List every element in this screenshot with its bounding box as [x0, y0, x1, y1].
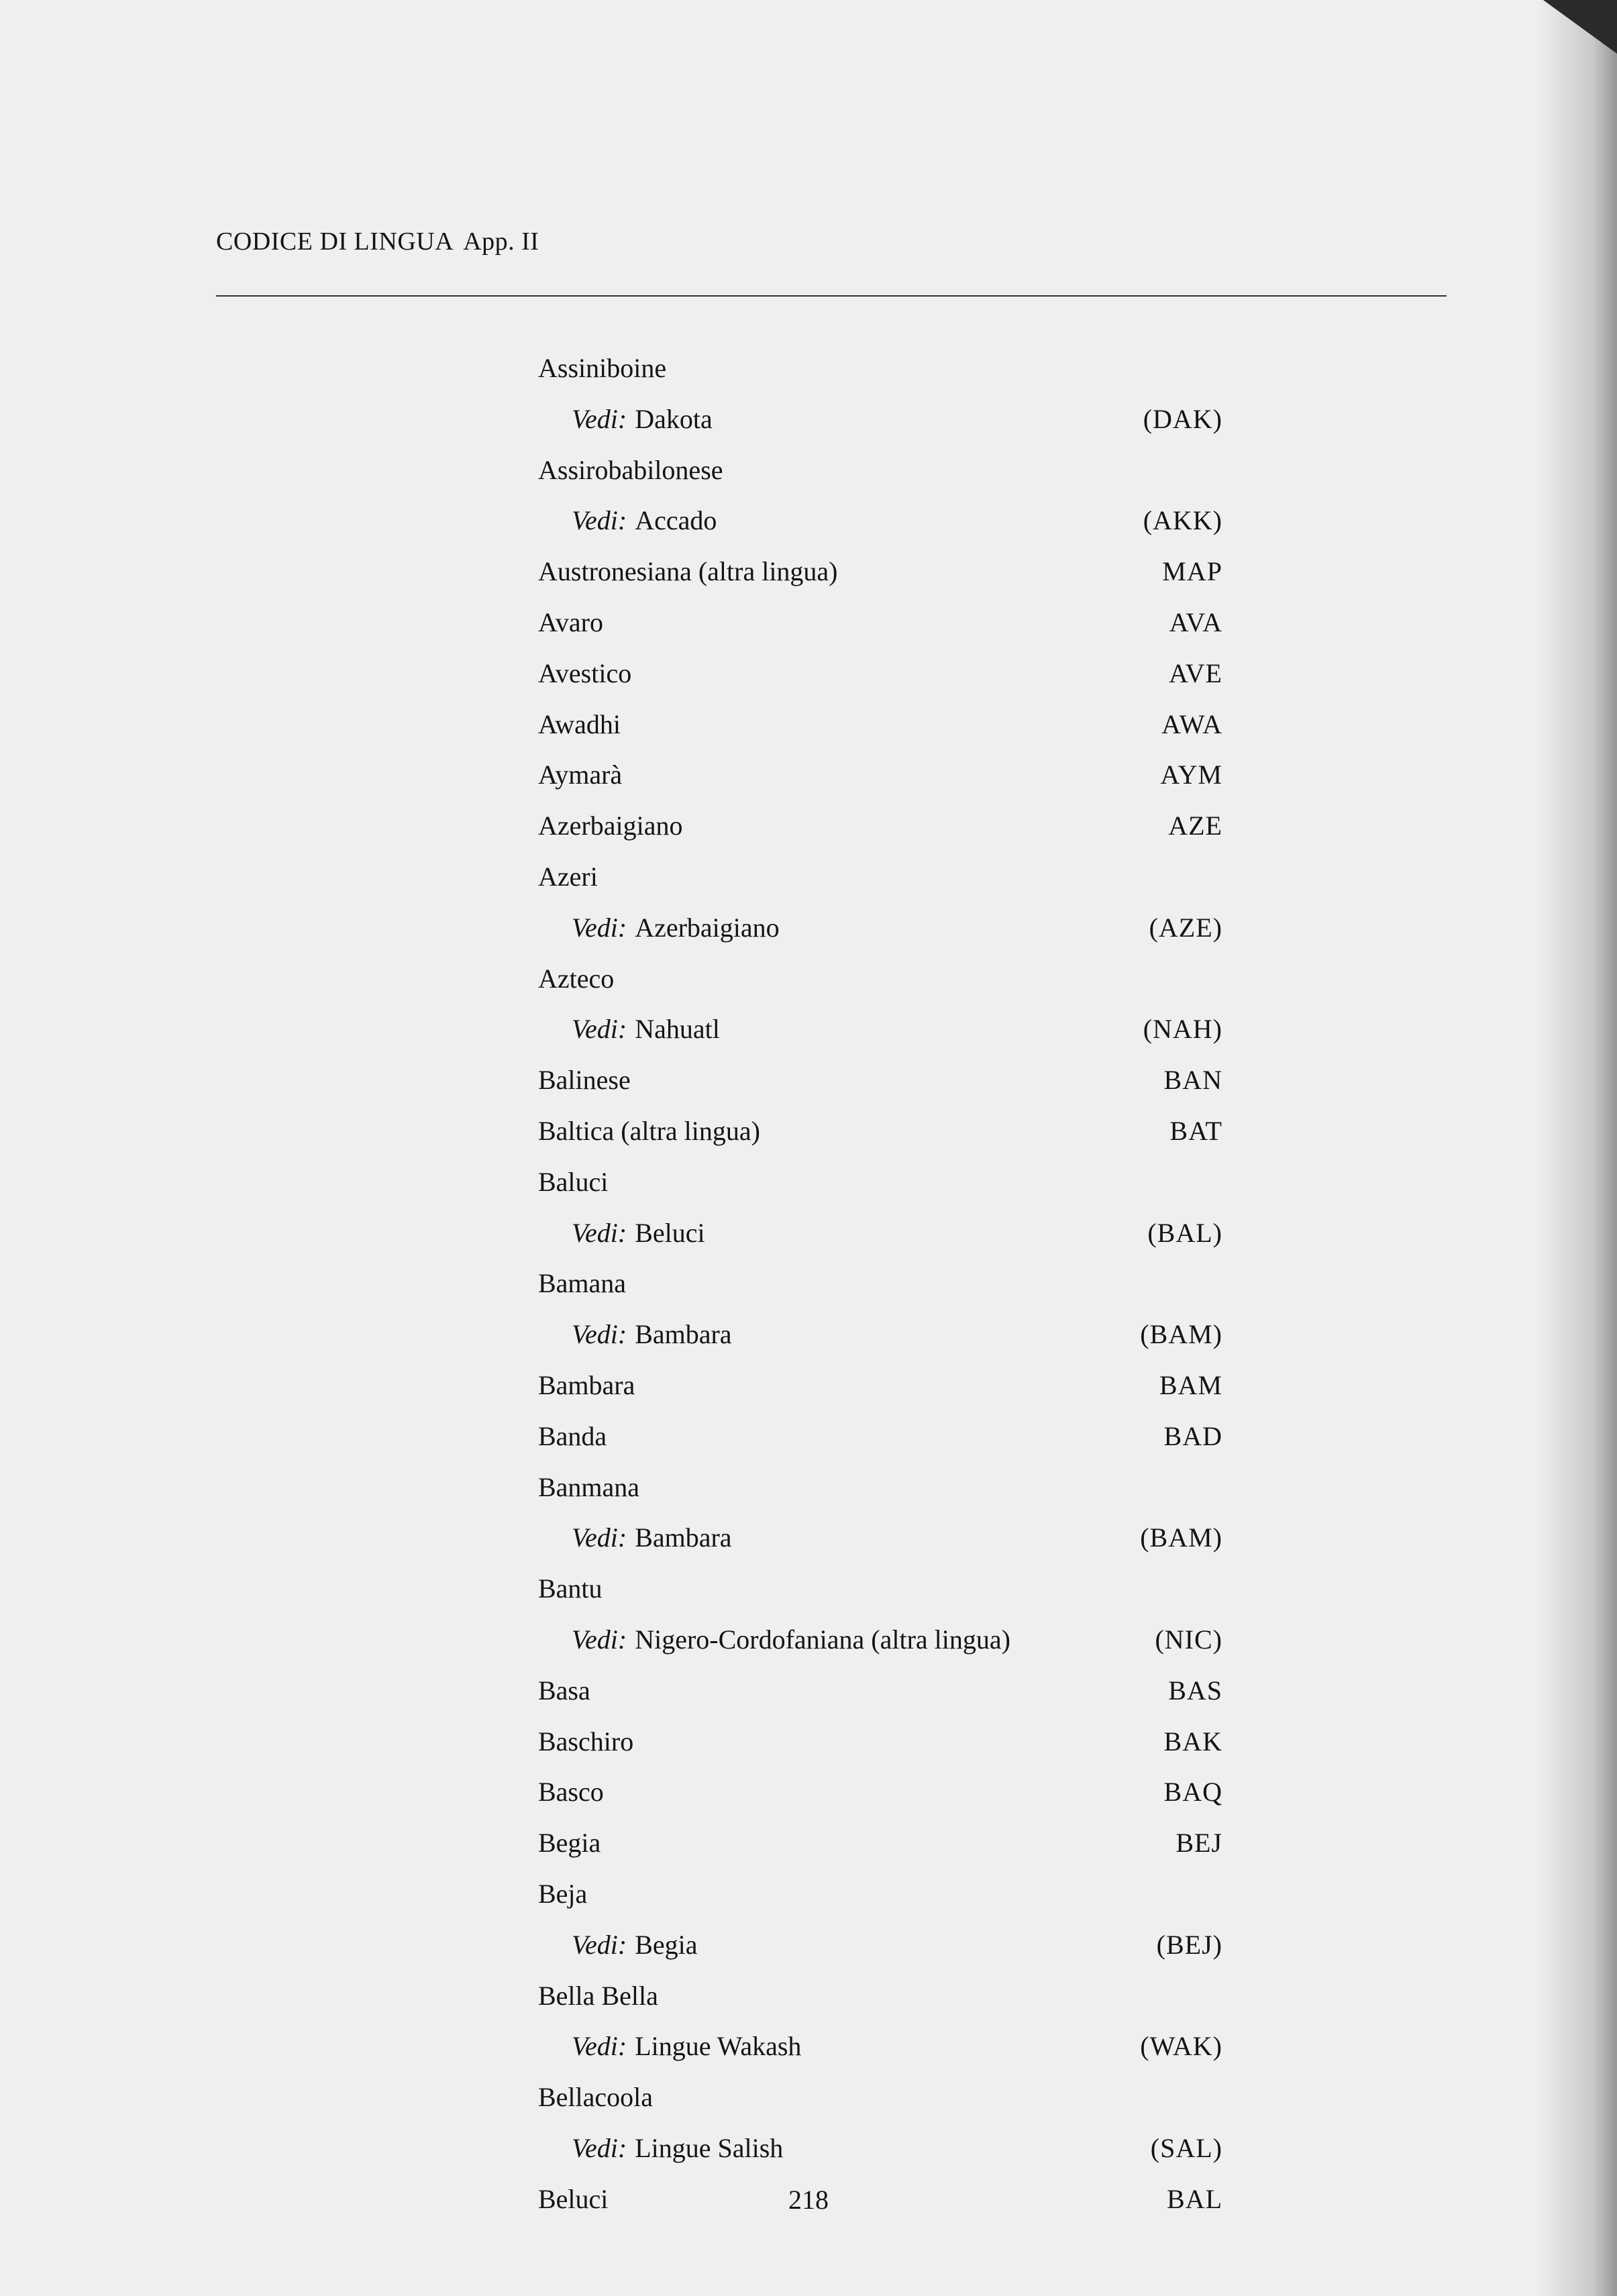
see-reference [572, 1927, 698, 1963]
see-reference [572, 1622, 1010, 1658]
see-target: Beluci [635, 1217, 705, 1248]
language-entry [538, 1469, 1222, 1506]
section-title: CODICE DI LINGUA [216, 227, 454, 256]
language-entry [538, 1774, 1222, 1810]
see-reference [572, 2028, 801, 2065]
language-entry [538, 2079, 1222, 2116]
language-entry [538, 350, 1222, 386]
language-code: BAD [1163, 1420, 1222, 1451]
language-code: (NIC) [1155, 1624, 1222, 1655]
see-reference [572, 2130, 783, 2167]
see-label: Vedi: [572, 2133, 627, 2163]
see-reference-entry [538, 1011, 1222, 1047]
see-reference-entry [538, 1622, 1222, 1658]
see-target: Azerbaigiano [635, 912, 780, 943]
language-code: BAK [1163, 1726, 1222, 1757]
language-code: (BAM) [1140, 1522, 1222, 1553]
language-name: Avaro [538, 607, 603, 637]
language-name: Avestico [538, 658, 632, 688]
language-entry [538, 554, 1222, 590]
language-code: AWA [1161, 709, 1222, 739]
see-target: Bambara [635, 1319, 732, 1350]
language-code: BAS [1168, 1675, 1222, 1706]
language-name: Begia [538, 1828, 601, 1859]
language-name: Azteco [538, 963, 615, 994]
running-header [216, 227, 539, 256]
see-label: Vedi: [572, 1319, 627, 1350]
see-label: Vedi: [572, 1522, 627, 1553]
language-entry [538, 961, 1222, 997]
see-reference [572, 1011, 720, 1047]
language-entry [538, 1571, 1222, 1607]
see-target: Bambara [635, 1522, 732, 1553]
see-reference-entry [538, 401, 1222, 437]
language-code: (NAH) [1143, 1014, 1222, 1045]
language-code: AZE [1168, 811, 1222, 841]
see-label: Vedi: [572, 2031, 627, 2062]
language-entry [538, 808, 1222, 844]
language-name: Azeri [538, 862, 598, 892]
language-name: Baltica (altra lingua) [538, 1116, 760, 1146]
language-entry [538, 1724, 1222, 1760]
language-entry [538, 605, 1222, 641]
language-name: Azerbaigiano [538, 811, 683, 841]
language-name: Assirobabilonese [538, 454, 723, 485]
see-label: Vedi: [572, 1014, 627, 1045]
language-entry [538, 1876, 1222, 1912]
see-label: Vedi: [572, 1217, 627, 1248]
see-target: Nahuatl [635, 1014, 720, 1045]
language-entry [538, 1367, 1222, 1404]
language-name: Basco [538, 1777, 604, 1808]
see-reference [572, 503, 717, 539]
language-code: (BAM) [1140, 1319, 1222, 1350]
language-code: (BEJ) [1156, 1929, 1222, 1960]
see-target: Nigero-Cordofaniana (altra lingua) [635, 1624, 1010, 1655]
language-name: Basa [538, 1675, 590, 1706]
language-code: AVA [1169, 607, 1222, 637]
language-code: BAT [1169, 1116, 1222, 1146]
see-reference [572, 401, 713, 437]
language-name: Beluci [538, 2183, 609, 2214]
see-reference-entry [538, 2028, 1222, 2065]
language-entry [538, 1825, 1222, 1861]
language-entry [538, 1673, 1222, 1709]
language-name: Bambara [538, 1370, 635, 1400]
language-code: (AZE) [1149, 912, 1222, 943]
language-code: (DAK) [1143, 403, 1222, 434]
see-reference [572, 1215, 705, 1251]
see-reference-entry [538, 503, 1222, 539]
see-reference-entry [538, 1520, 1222, 1556]
see-label: Vedi: [572, 1929, 627, 1960]
language-name: Banda [538, 1420, 607, 1451]
language-code: AYM [1160, 760, 1222, 790]
language-name: Bamana [538, 1268, 627, 1299]
language-code: BAM [1159, 1370, 1222, 1400]
see-target: Lingue Wakash [635, 2031, 802, 2062]
page-edge-shadow [1536, 0, 1617, 2296]
header-rule [216, 295, 1447, 297]
language-code: BAQ [1163, 1777, 1222, 1808]
language-code: BAL [1167, 2183, 1222, 2214]
language-entry [538, 1978, 1222, 2014]
language-code: BAN [1163, 1065, 1222, 1096]
see-reference-entry [538, 1927, 1222, 1963]
language-entry [538, 1113, 1222, 1149]
language-code: (SAL) [1150, 2133, 1222, 2163]
see-reference-entry [538, 2130, 1222, 2167]
language-name: Bantu [538, 1573, 603, 1604]
appendix-label: App. II [463, 227, 539, 256]
language-entry [538, 452, 1222, 488]
language-code: (AKK) [1143, 505, 1222, 536]
language-entry [538, 1265, 1222, 1302]
language-name: Baluci [538, 1166, 609, 1197]
language-entry [538, 1164, 1222, 1200]
page-corner [1543, 0, 1617, 54]
see-label: Vedi: [572, 505, 627, 536]
see-reference-entry [538, 1316, 1222, 1353]
language-name: Balinese [538, 1065, 631, 1096]
language-entry [538, 656, 1222, 692]
language-entry [538, 707, 1222, 743]
language-name: Awadhi [538, 709, 621, 739]
language-entry [538, 1062, 1222, 1098]
see-target: Dakota [635, 403, 713, 434]
language-name: Bellacoola [538, 2082, 654, 2113]
language-name: Beja [538, 1879, 588, 1909]
see-reference [572, 1520, 732, 1556]
see-label: Vedi: [572, 403, 627, 434]
language-name: Assiniboine [538, 353, 667, 383]
language-entry [538, 757, 1222, 793]
see-reference-entry [538, 1215, 1222, 1251]
language-code: (WAK) [1140, 2031, 1222, 2062]
language-code: AVE [1168, 658, 1222, 688]
language-name: Bella Bella [538, 1980, 658, 2011]
language-name: Austronesiana (altra lingua) [538, 556, 838, 587]
language-code: MAP [1162, 556, 1222, 587]
page-number: 218 [788, 2185, 829, 2215]
language-code: (BAL) [1147, 1217, 1222, 1248]
see-label: Vedi: [572, 1624, 627, 1655]
see-label: Vedi: [572, 912, 627, 943]
language-entry [538, 859, 1222, 895]
language-name: Baschiro [538, 1726, 634, 1757]
see-target: Begia [635, 1929, 698, 1960]
see-reference-entry [538, 910, 1222, 946]
language-name: Banmana [538, 1471, 640, 1502]
language-entry [538, 1418, 1222, 1455]
language-name: Aymarà [538, 760, 623, 790]
see-target: Accado [635, 505, 717, 536]
see-reference [572, 910, 780, 946]
language-code: BEJ [1176, 1828, 1222, 1859]
see-target: Lingue Salish [635, 2133, 784, 2163]
see-reference [572, 1316, 732, 1353]
